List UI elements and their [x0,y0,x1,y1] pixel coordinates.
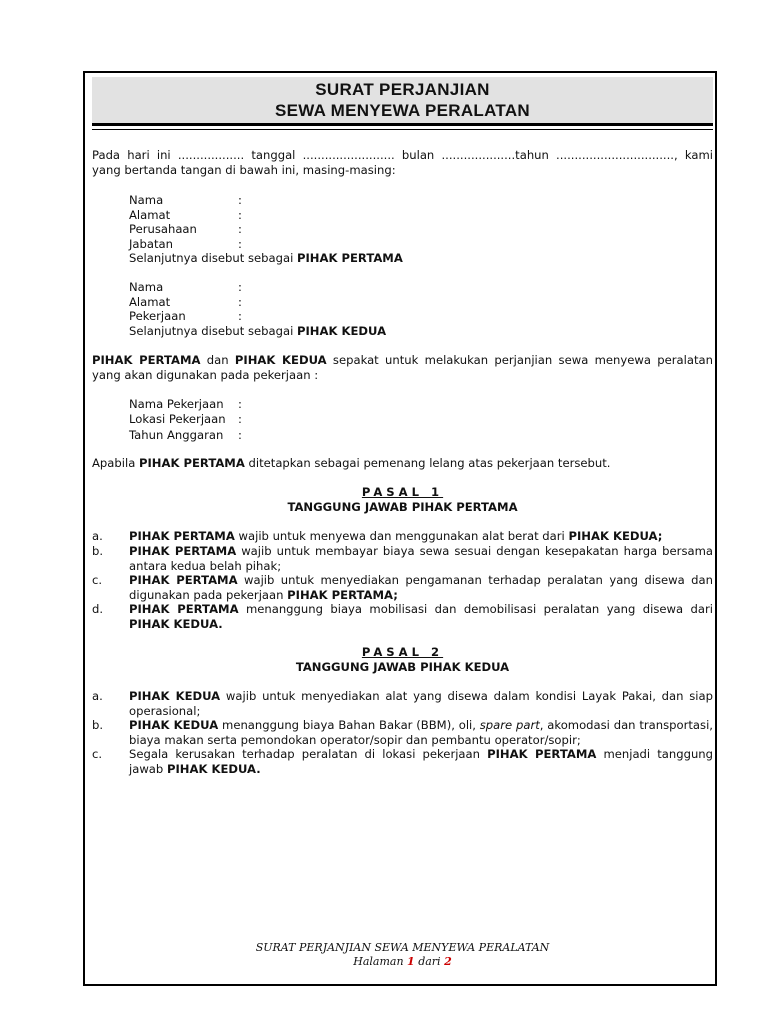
field-colon: : [238,193,242,207]
plain-text: wajib untuk menyewa dan menggunakan alat berat dari [234,529,569,543]
agreement-paragraph [92,353,713,382]
plain-text: Segala kerusakan terhadap peralatan di lokasi pekerjaan [129,747,488,761]
designation-bold: PIHAK KEDUA [296,324,387,338]
page-current: 1 [407,955,415,968]
job-field-nama-pekerjaan [129,397,529,412]
page-total: 2 [444,955,452,968]
item-marker: c. [92,573,103,587]
field-colon: : [238,412,242,426]
item-text [129,602,713,631]
agreement-text-2: sepakat untuk melakukan perjanjian sewa menyewa peralatan yang akan digunakan pada pekerjaan : [92,353,713,382]
plain-text: , akomodasi dan transportasi, biaya makan serta pemondokan operator/sopir dan pembantu operator/sopir; [129,718,713,747]
bold-text: PIHAK PERTAMA [487,747,597,761]
agreement-bold-1: PIHAK PERTAMA [92,353,201,367]
field-label: Nama [129,193,164,207]
page-prefix: Halaman [353,955,408,968]
plain-text: wajib untuk menyediakan pengamanan terhadap peralatan yang disewa dan digunakan pada pekerjaan [129,573,713,602]
party2-field-pekerjaan [129,309,529,324]
pasal1-number: PASAL 1 [361,485,444,499]
field-label: Lokasi Pekerjaan [129,412,226,426]
item-text [129,747,713,776]
pasal2-heading: TANGGUNG JAWAB PIHAK KEDUA [295,660,510,674]
item-text [129,689,713,718]
condition-paragraph [92,456,713,471]
field-colon: : [238,222,242,236]
designation-bold: PIHAK PERTAMA [296,251,403,265]
condition-text-1: Apabila [92,456,139,470]
job-field-lokasi-pekerjaan [129,412,529,427]
bold-text: PIHAK KEDUA. [166,761,261,776]
plain-text: menanggung biaya Bahan Bakar (BBM), oli, [218,718,480,732]
item-text [129,544,713,573]
pasal1-heading: TANGGUNG JAWAB PIHAK PERTAMA [287,500,518,514]
field-label: Alamat [129,208,171,222]
field-label: Nama [129,280,164,294]
item-text [129,529,713,544]
item-marker: a. [92,689,103,703]
field-label: Pekerjaan [129,309,186,323]
party2-field-nama [129,280,529,295]
title-line-2: SEWA MENYEWA PERALATAN [275,101,530,120]
field-label: Nama Pekerjaan [129,397,224,411]
condition-text-2: ditetapkan sebagai pemenang lelang atas pekerjaan tersebut. [244,456,611,470]
plain-text: wajib untuk menyediakan alat yang disewa dalam kondisi Layak Pakai, dan siap operasional; [129,689,713,718]
page-mid: dari [414,955,445,968]
field-colon: : [238,237,242,251]
party1-designation [129,251,629,266]
job-field-tahun-anggaran [129,428,529,443]
footer-title: SURAT PERJANJIAN SEWA MENYEWA PERALATAN [255,941,550,954]
opening-paragraph: Pada hari ini .................. tanggal ......................... bulan ....................tahun ................................, kami yang bertanda tangan di bawah ini, masing-masing: [92,148,713,177]
field-colon: : [238,309,242,323]
condition-bold: PIHAK PERTAMA [139,456,245,470]
title-line-1: SURAT PERJANJIAN [315,80,490,99]
field-label: Jabatan [129,237,173,251]
item-marker: c. [92,747,103,761]
agreement-bold-2: PIHAK KEDUA [234,353,327,367]
italic-text: spare part [479,718,540,732]
item-marker: b. [92,544,104,558]
field-label: Perusahaan [129,222,197,236]
party1-field-nama [129,193,529,208]
item-marker: b. [92,718,104,732]
party2-field-alamat [129,295,529,310]
document-title [92,77,713,126]
agreement-text-1: dan [200,353,235,367]
field-colon: : [238,428,242,442]
bold-text: PIHAK PERTAMA; [287,587,398,602]
field-colon: : [238,208,242,222]
designation-text: Selanjutnya disebut sebagai [129,251,297,265]
bold-text: PIHAK PERTAMA [129,573,238,587]
bold-text: PIHAK KEDUA [129,689,221,703]
plain-text: menjadi tanggung jawab [129,747,713,776]
footer-page-number [92,955,713,968]
pasal2-number: PASAL 2 [361,645,444,659]
designation-text: Selanjutnya disebut sebagai [129,324,297,338]
party1-field-jabatan [129,237,529,252]
bold-text: PIHAK PERTAMA [129,602,239,616]
bold-text: PIHAK KEDUA; [568,529,663,543]
bold-text: PIHAK PERTAMA [129,544,237,558]
plain-text: menanggung biaya mobilisasi dan demobilisasi peralatan yang disewa dari [238,602,713,616]
plain-text: wajib untuk membayar biaya sewa sesuai dengan kesepakatan harga bersama antara kedua belah pihak; [129,544,713,573]
bold-text: PIHAK PERTAMA [129,529,235,543]
party2-designation [129,324,629,339]
item-marker: d. [92,602,104,616]
field-label: Tahun Anggaran [129,428,224,442]
item-text [129,718,713,747]
field-colon: : [238,397,242,411]
party1-field-alamat [129,208,529,223]
item-text [129,573,713,602]
field-colon: : [238,295,242,309]
bold-text: PIHAK KEDUA [129,718,219,732]
party1-field-perusahaan [129,222,529,237]
item-marker: a. [92,529,103,543]
field-colon: : [238,280,242,294]
bold-text: PIHAK KEDUA. [129,616,223,631]
field-label: Alamat [129,295,171,309]
